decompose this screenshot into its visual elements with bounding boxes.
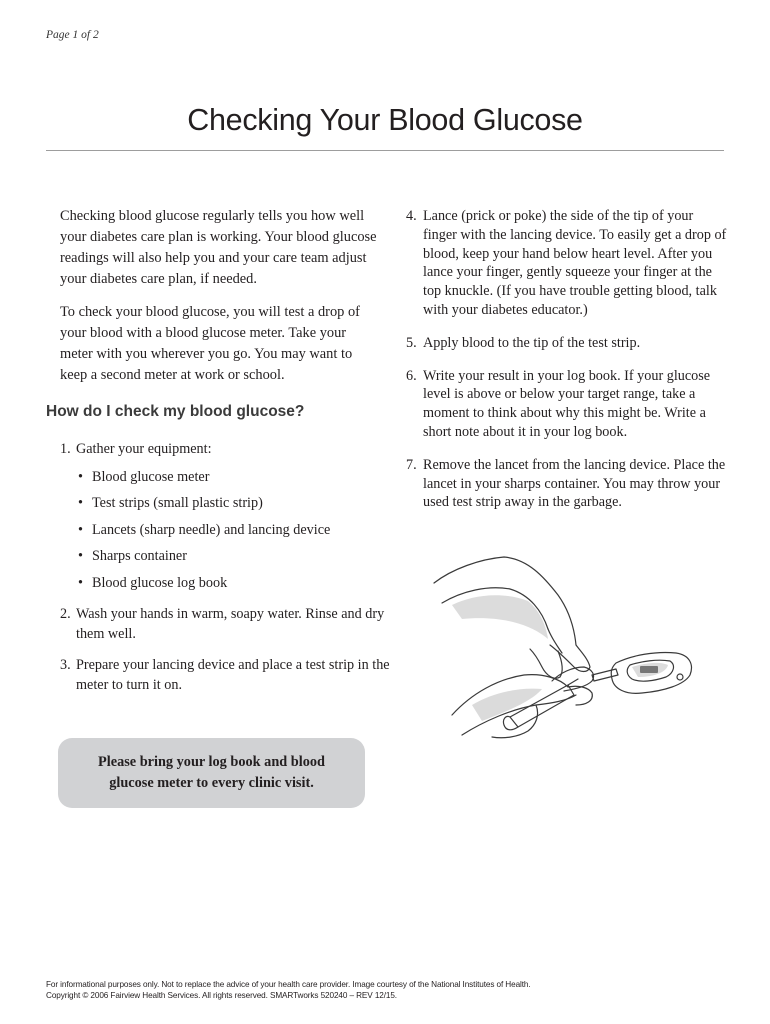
list-item — [76, 574, 390, 594]
bullet-icon: • — [78, 521, 83, 538]
step-number: 2. — [60, 606, 71, 622]
step-number: 7. — [406, 456, 417, 473]
step-text: Remove the lancet from the lancing device. Place the lancet in your sharps container. You may throw your used test strip away in the garbage. — [423, 456, 726, 511]
step-number: 4. — [406, 208, 417, 224]
page-number: Page 1 of 2 — [46, 29, 99, 41]
equipment-item-label: Sharps container — [92, 548, 187, 564]
step-2 — [60, 605, 390, 644]
step-number: 1. — [60, 441, 71, 457]
list-item — [76, 468, 390, 488]
step-text: Write your result in your log book. If your glucose level is above or below your target range, take a moment to think about why this might be. Write a short note about it in your log book. — [423, 367, 711, 440]
footer-disclaimer: For informational purposes only. Not to replace the advice of your health care provider. Image courtesy of the National Institutes of Health. — [46, 980, 531, 989]
step-4 — [406, 207, 730, 320]
steps-list-right — [406, 207, 730, 512]
step-text: Gather your equipment: — [76, 441, 212, 457]
step-text: Lance (prick or poke) the side of the tip of your finger with the lancing device. To easily get a drop of blood, keep your hand below heart level. After you lance your finger, gently squeeze your finger at the top knuckle. (If you have trouble getting blood, talk with your diabetes educator.) — [423, 208, 727, 318]
bullet-icon: • — [78, 468, 83, 485]
equipment-item-label: Blood glucose meter — [92, 468, 210, 485]
equipment-item-label: Test strips (small plastic strip) — [92, 495, 263, 511]
bullet-icon: • — [78, 548, 83, 564]
footer — [46, 980, 706, 1001]
step-3 — [60, 656, 390, 695]
step-text: Prepare your lancing device and place a test strip in the meter to turn it on. — [76, 657, 390, 693]
callout-box — [58, 738, 365, 808]
callout-text: Please bring your log book and blood glucose meter to every clinic visit. — [98, 754, 325, 791]
step-6 — [406, 367, 730, 442]
step-number: 6. — [406, 367, 417, 384]
hands-testing-glucose-meter-illustration-icon — [432, 555, 730, 745]
equipment-list — [76, 468, 390, 594]
step-7 — [406, 456, 730, 512]
section-heading: How do I check my blood glucose? — [46, 403, 305, 420]
step-text: Wash your hands in warm, soapy water. Rinse and dry them well. — [76, 606, 385, 642]
step-number: 5. — [406, 334, 417, 351]
step-number: 3. — [60, 657, 71, 673]
title-divider — [46, 150, 724, 151]
page-title: Checking Your Blood Glucose — [187, 103, 583, 137]
list-item — [76, 547, 390, 567]
equipment-item-label: Lancets (sharp needle) and lancing device — [92, 521, 331, 538]
intro-paragraph-1: Checking blood glucose regularly tells you how well your diabetes care plan is working. Your blood glucose readings will also help you and your care team adjust your diabetes care plan, if needed. — [60, 208, 377, 287]
intro-section — [60, 206, 380, 386]
footer-copyright: Copyright © 2006 Fairview Health Services. All rights reserved. SMARTworks 520240 – REV 12/15. — [46, 990, 397, 1000]
list-item — [76, 494, 390, 514]
list-item — [76, 521, 390, 541]
step-text: Apply blood to the tip of the test strip. — [423, 334, 641, 351]
intro-paragraph-2: To check your blood glucose, you will test a drop of your blood with a blood glucose meter. Take your meter with you wherever you go. You may want to keep a second meter at work or school. — [60, 304, 360, 383]
steps-list-left — [60, 440, 390, 695]
illustration — [432, 555, 730, 745]
bullet-icon: • — [78, 574, 83, 591]
bullet-icon: • — [78, 495, 83, 511]
step-1 — [60, 440, 390, 593]
step-5 — [406, 334, 730, 353]
equipment-item-label: Blood glucose log book — [92, 574, 228, 591]
